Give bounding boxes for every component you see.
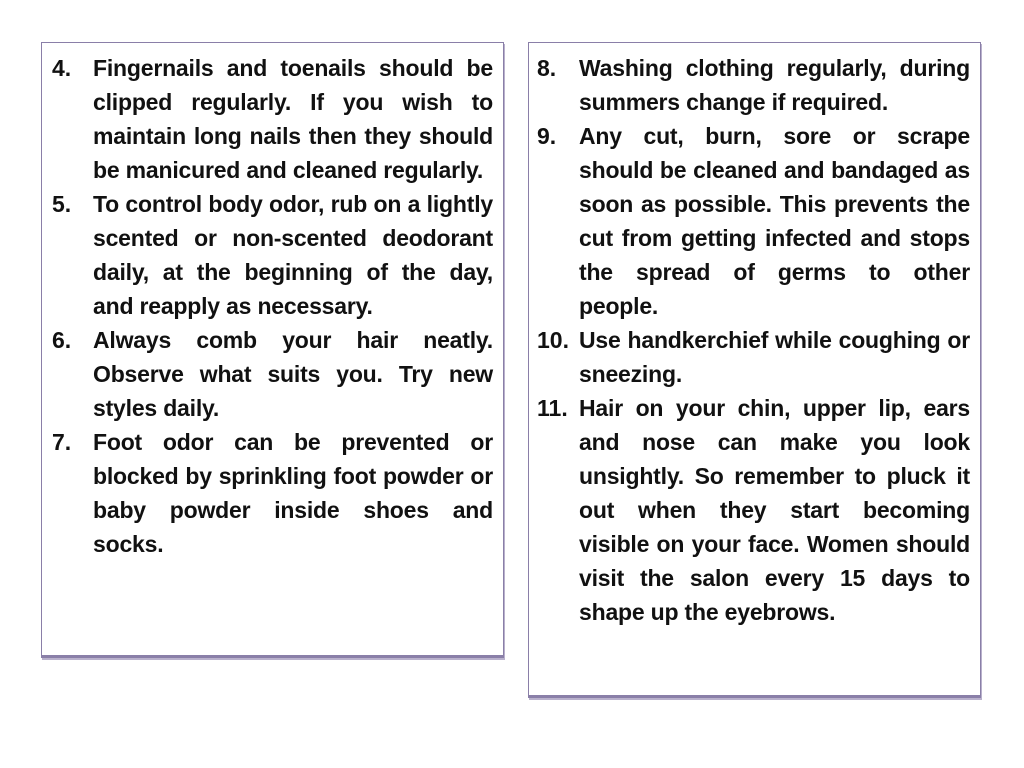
item-number: 6. — [52, 327, 72, 353]
item-text: Always comb your hair neatly. Observe what suits you. Try new styles daily. — [93, 327, 493, 421]
list-item — [52, 51, 493, 187]
item-number: 5. — [52, 191, 72, 217]
item-text: Hair on your chin, upper lip, ears and nose can make you look unsightly. So remember to pluck it out when they start becoming visible on your face. Women should visit the salon every 15 days to shape up the eyebrows. — [579, 395, 970, 625]
list-item — [537, 391, 970, 629]
item-number: 9. — [537, 123, 557, 149]
list-item — [52, 187, 493, 323]
list-item — [52, 425, 493, 561]
item-text: To control body odor, rub on a lightly scented or non-scented deodorant daily, at the beginning of the day, and reapply as necessary. — [93, 191, 493, 319]
item-number: 8. — [537, 55, 557, 81]
right-text-box — [528, 42, 981, 698]
right-numbered-list — [537, 51, 970, 629]
item-number: 7. — [52, 429, 72, 455]
left-text-box — [41, 42, 504, 658]
item-number: 11. — [537, 395, 568, 421]
item-number: 4. — [52, 55, 72, 81]
left-numbered-list — [52, 51, 493, 561]
item-text: Washing clothing regularly, during summers change if required. — [579, 55, 970, 115]
list-item — [537, 51, 970, 119]
item-text: Fingernails and toenails should be clipped regularly. If you wish to maintain long nails then they should be manicured and cleaned regularly. — [93, 55, 493, 183]
list-item — [537, 119, 970, 323]
item-number: 10. — [537, 327, 569, 353]
list-item — [52, 323, 493, 425]
item-text: Use handkerchief while coughing or sneezing. — [579, 327, 970, 387]
list-item — [537, 323, 970, 391]
item-text: Any cut, burn, sore or scrape should be cleaned and bandaged as soon as possible. This prevents the cut from getting infected and stops the spread of germs to other people. — [579, 123, 970, 319]
item-text: Foot odor can be prevented or blocked by sprinkling foot powder or baby powder inside shoes and socks. — [93, 429, 493, 557]
